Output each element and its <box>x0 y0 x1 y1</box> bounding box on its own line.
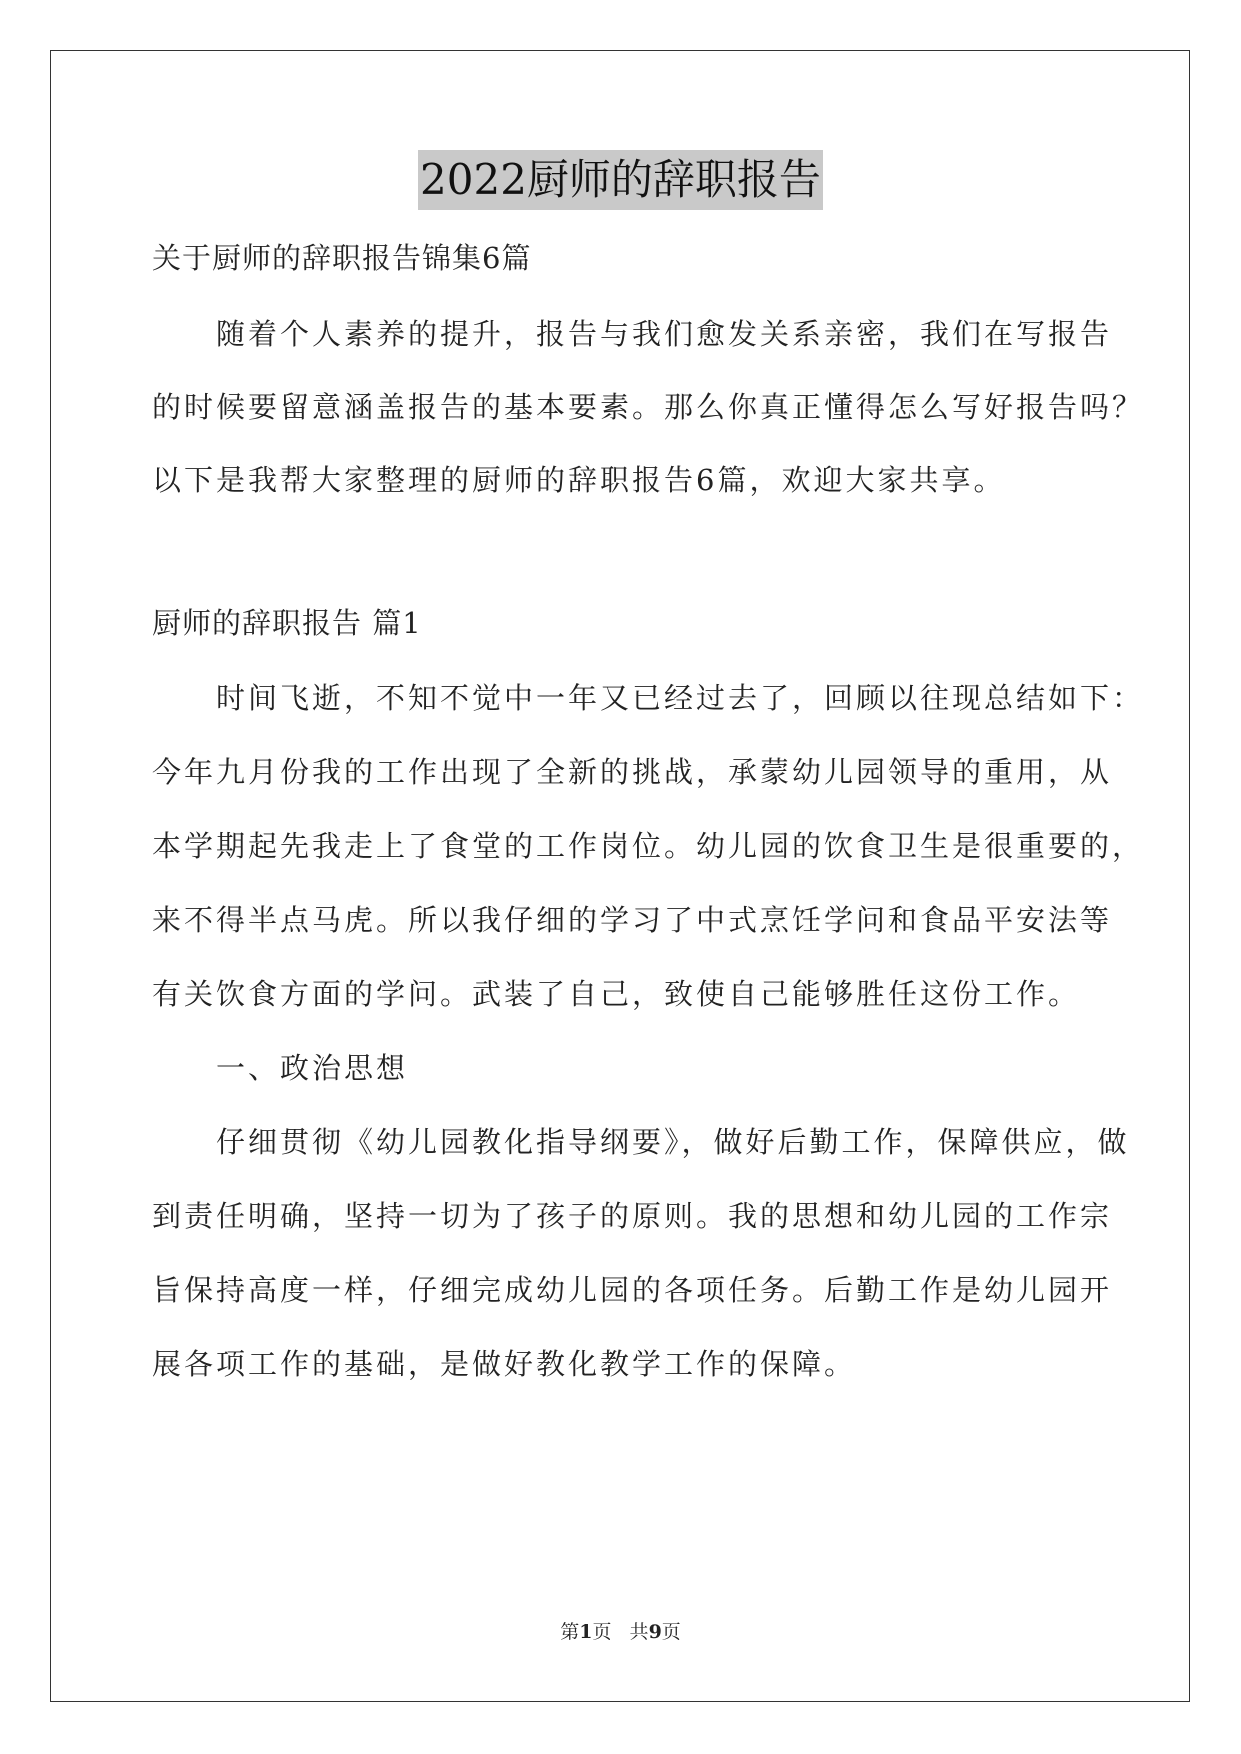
section-heading: 厨师的辞职报告 篇1 <box>152 606 422 640</box>
footer-middle: 页 共 <box>592 1621 649 1643</box>
intro-line-2: 的时候要留意涵盖报告的基本要素。那么你真正懂得怎么写好报告吗？ <box>152 390 1145 424</box>
title-container <box>0 150 1241 210</box>
page-border <box>50 50 1190 1702</box>
footer-page-number: 1 <box>579 1621 593 1643</box>
section-line-3: 本学期起先我走上了食堂的工作岗位。幼儿园的饮食卫生是很重要的， <box>152 829 1145 863</box>
politics-line-2: 到责任明确，坚持一切为了孩子的原则。我的思想和幼儿园的工作宗 <box>152 1199 1113 1233</box>
section-line-5: 有关饮食方面的学问。武装了自己，致使自己能够胜任这份工作。 <box>152 977 1081 1011</box>
document-title: 2022厨师的辞职报告 <box>418 150 823 210</box>
politics-line-3: 旨保持高度一样，仔细完成幼儿园的各项任务。后勤工作是幼儿园开 <box>152 1273 1113 1307</box>
section-line-4: 来不得半点马虎。所以我仔细的学习了中式烹饪学问和食品平安法等 <box>152 903 1113 937</box>
document-subtitle: 关于厨师的辞职报告锦集6篇 <box>152 241 532 275</box>
footer-total-pages: 9 <box>648 1621 662 1643</box>
intro-line-3: 以下是我帮大家整理的厨师的辞职报告6篇，欢迎大家共享。 <box>152 463 1006 497</box>
politics-line-4: 展各项工作的基础，是做好教化教学工作的保障。 <box>152 1347 857 1381</box>
page-footer <box>0 1620 1241 1644</box>
subheading-politics: 一、政治思想 <box>216 1051 409 1085</box>
footer-suffix: 页 <box>661 1621 681 1643</box>
intro-line-1: 随着个人素养的提升，报告与我们愈发关系亲密，我们在写报告 <box>216 317 1113 351</box>
footer-prefix: 第 <box>560 1621 580 1643</box>
section-line-2: 今年九月份我的工作出现了全新的挑战，承蒙幼儿园领导的重用，从 <box>152 755 1113 789</box>
section-line-1: 时间飞逝，不知不觉中一年又已经过去了，回顾以往现总结如下： <box>216 681 1145 715</box>
politics-line-1: 仔细贯彻《幼儿园教化指导纲要》，做好后勤工作，保障供应，做 <box>216 1125 1130 1159</box>
